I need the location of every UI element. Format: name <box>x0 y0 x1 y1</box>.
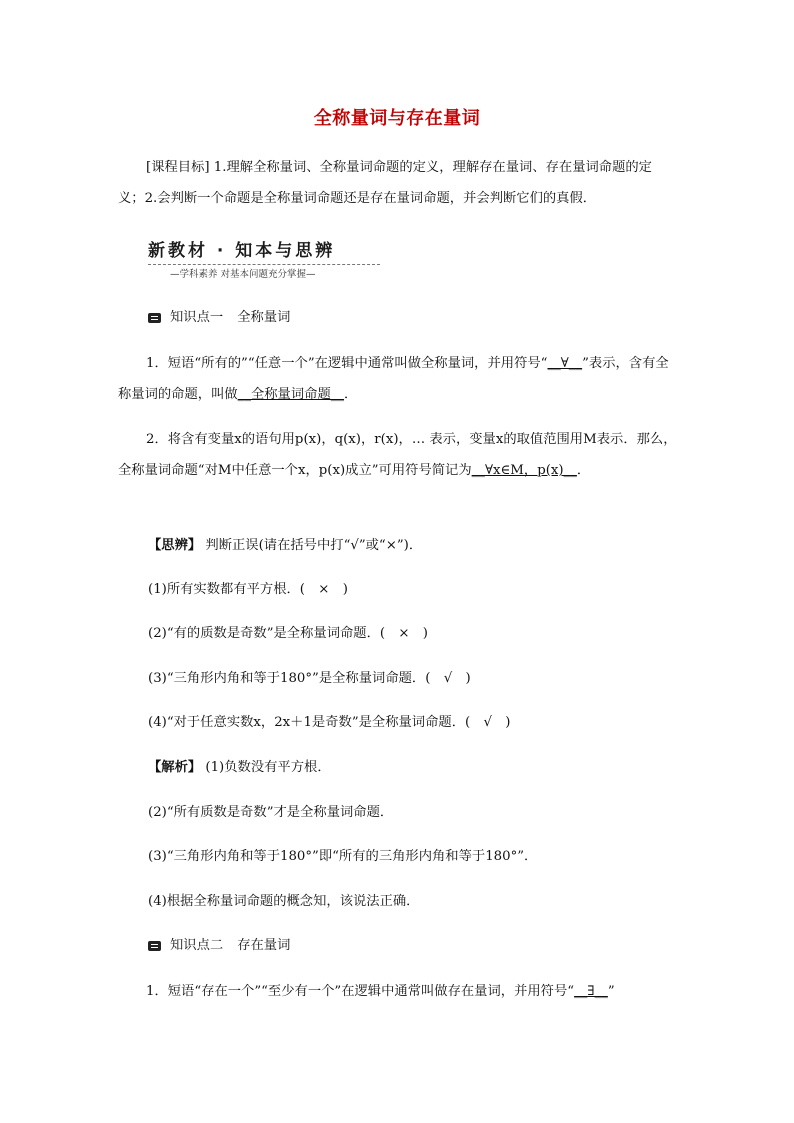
think-item-2: (2)“有的质数是奇数”是全称量词命题．( × ) <box>148 626 428 641</box>
analysis-item-3: (3)“三角形内角和等于180°”即“所有的三角形内角和等于180°”． <box>148 849 538 864</box>
kp1-label: 知识点一 <box>170 310 224 325</box>
existential-symbol-blank: __∃__ <box>574 984 608 999</box>
banner-subtitle: —学科素养 对基本问题充分掌握— <box>170 269 316 280</box>
kp1-paragraph-1 <box>118 348 678 410</box>
banner-divider <box>148 264 380 265</box>
kp1-p1-text-a: 1．短语“所有的”“任意一个”在逻辑中通常叫做全称量词，并用符号“ <box>146 356 548 371</box>
think-label: 【思辨】 <box>148 538 202 553</box>
pencil-tag-icon <box>148 313 161 323</box>
think-item-1: (1)所有实数都有平方根．( × ) <box>148 582 348 597</box>
analysis-item-2: (2)“所有质数是奇数”才是全称量词命题． <box>148 805 394 820</box>
kp1-p1-text-c: ． <box>344 387 358 402</box>
analysis-heading <box>148 758 331 778</box>
universal-notation-blank: __∀x∈M，p(x)__ <box>471 463 577 478</box>
kp1-paragraph-2 <box>118 424 678 486</box>
universal-symbol-blank: __∀__ <box>547 356 583 371</box>
analysis-item-4: (4)根据全称量词命题的概念知，该说法正确． <box>148 894 420 909</box>
kp2-p1-text-a: 1．短语“存在一个”“至少有一个”在逻辑中通常叫做存在量词，并用符号“ <box>146 984 575 999</box>
knowledge-point-2-heading <box>148 936 290 956</box>
knowledge-point-1-heading <box>148 308 290 328</box>
analysis-item-1: (1)负数没有平方根． <box>201 760 331 775</box>
think-heading <box>148 536 422 556</box>
think-item-4: (4)“对于任意实数x，2x＋1是奇数”是全称量词命题．( √ ) <box>148 715 511 730</box>
course-goals: [课程目标] 1.理解全称量词、全称量词命题的定义，理解存在量词、存在量词命题的定义；2.会判断一个命题是全称量词命题还是存在量词命题，并会判断它们的真假． <box>118 160 652 206</box>
pencil-tag-icon <box>148 941 161 951</box>
think-item-3: (3)“三角形内角和等于180°”是全称量词命题．( √ ) <box>148 671 471 686</box>
page-title: 全称量词与存在量词 <box>313 108 481 129</box>
banner-title: 新教材 · 知本与思辨 <box>148 241 336 261</box>
kp2-p1-text-b: ” <box>607 984 615 999</box>
section-banner <box>148 236 380 280</box>
kp2-name: 存在量词 <box>237 938 291 953</box>
think-instruction: 判断正误(请在括号中打“√”或“×”)． <box>201 538 423 553</box>
kp1-p2-text-a: 2．将含有变量x的语句用p(x)，q(x)，r(x)，… 表示，变量x的取值范围用M表示．那么，全称量词命题“对M中任意一个x，p(x)成立”可用符号简记为 <box>118 432 677 478</box>
kp1-name: 全称量词 <box>237 310 291 325</box>
kp1-p2-text-b: ． <box>576 463 591 478</box>
universal-proposition-blank: __全称量词命题__ <box>237 387 345 402</box>
analysis-label: 【解析】 <box>148 760 202 775</box>
kp2-label: 知识点二 <box>170 938 224 953</box>
kp1-p1-text-b: ”表示，含有全称量词的命题，叫做 <box>118 356 669 402</box>
kp2-paragraph-1 <box>118 976 678 1007</box>
